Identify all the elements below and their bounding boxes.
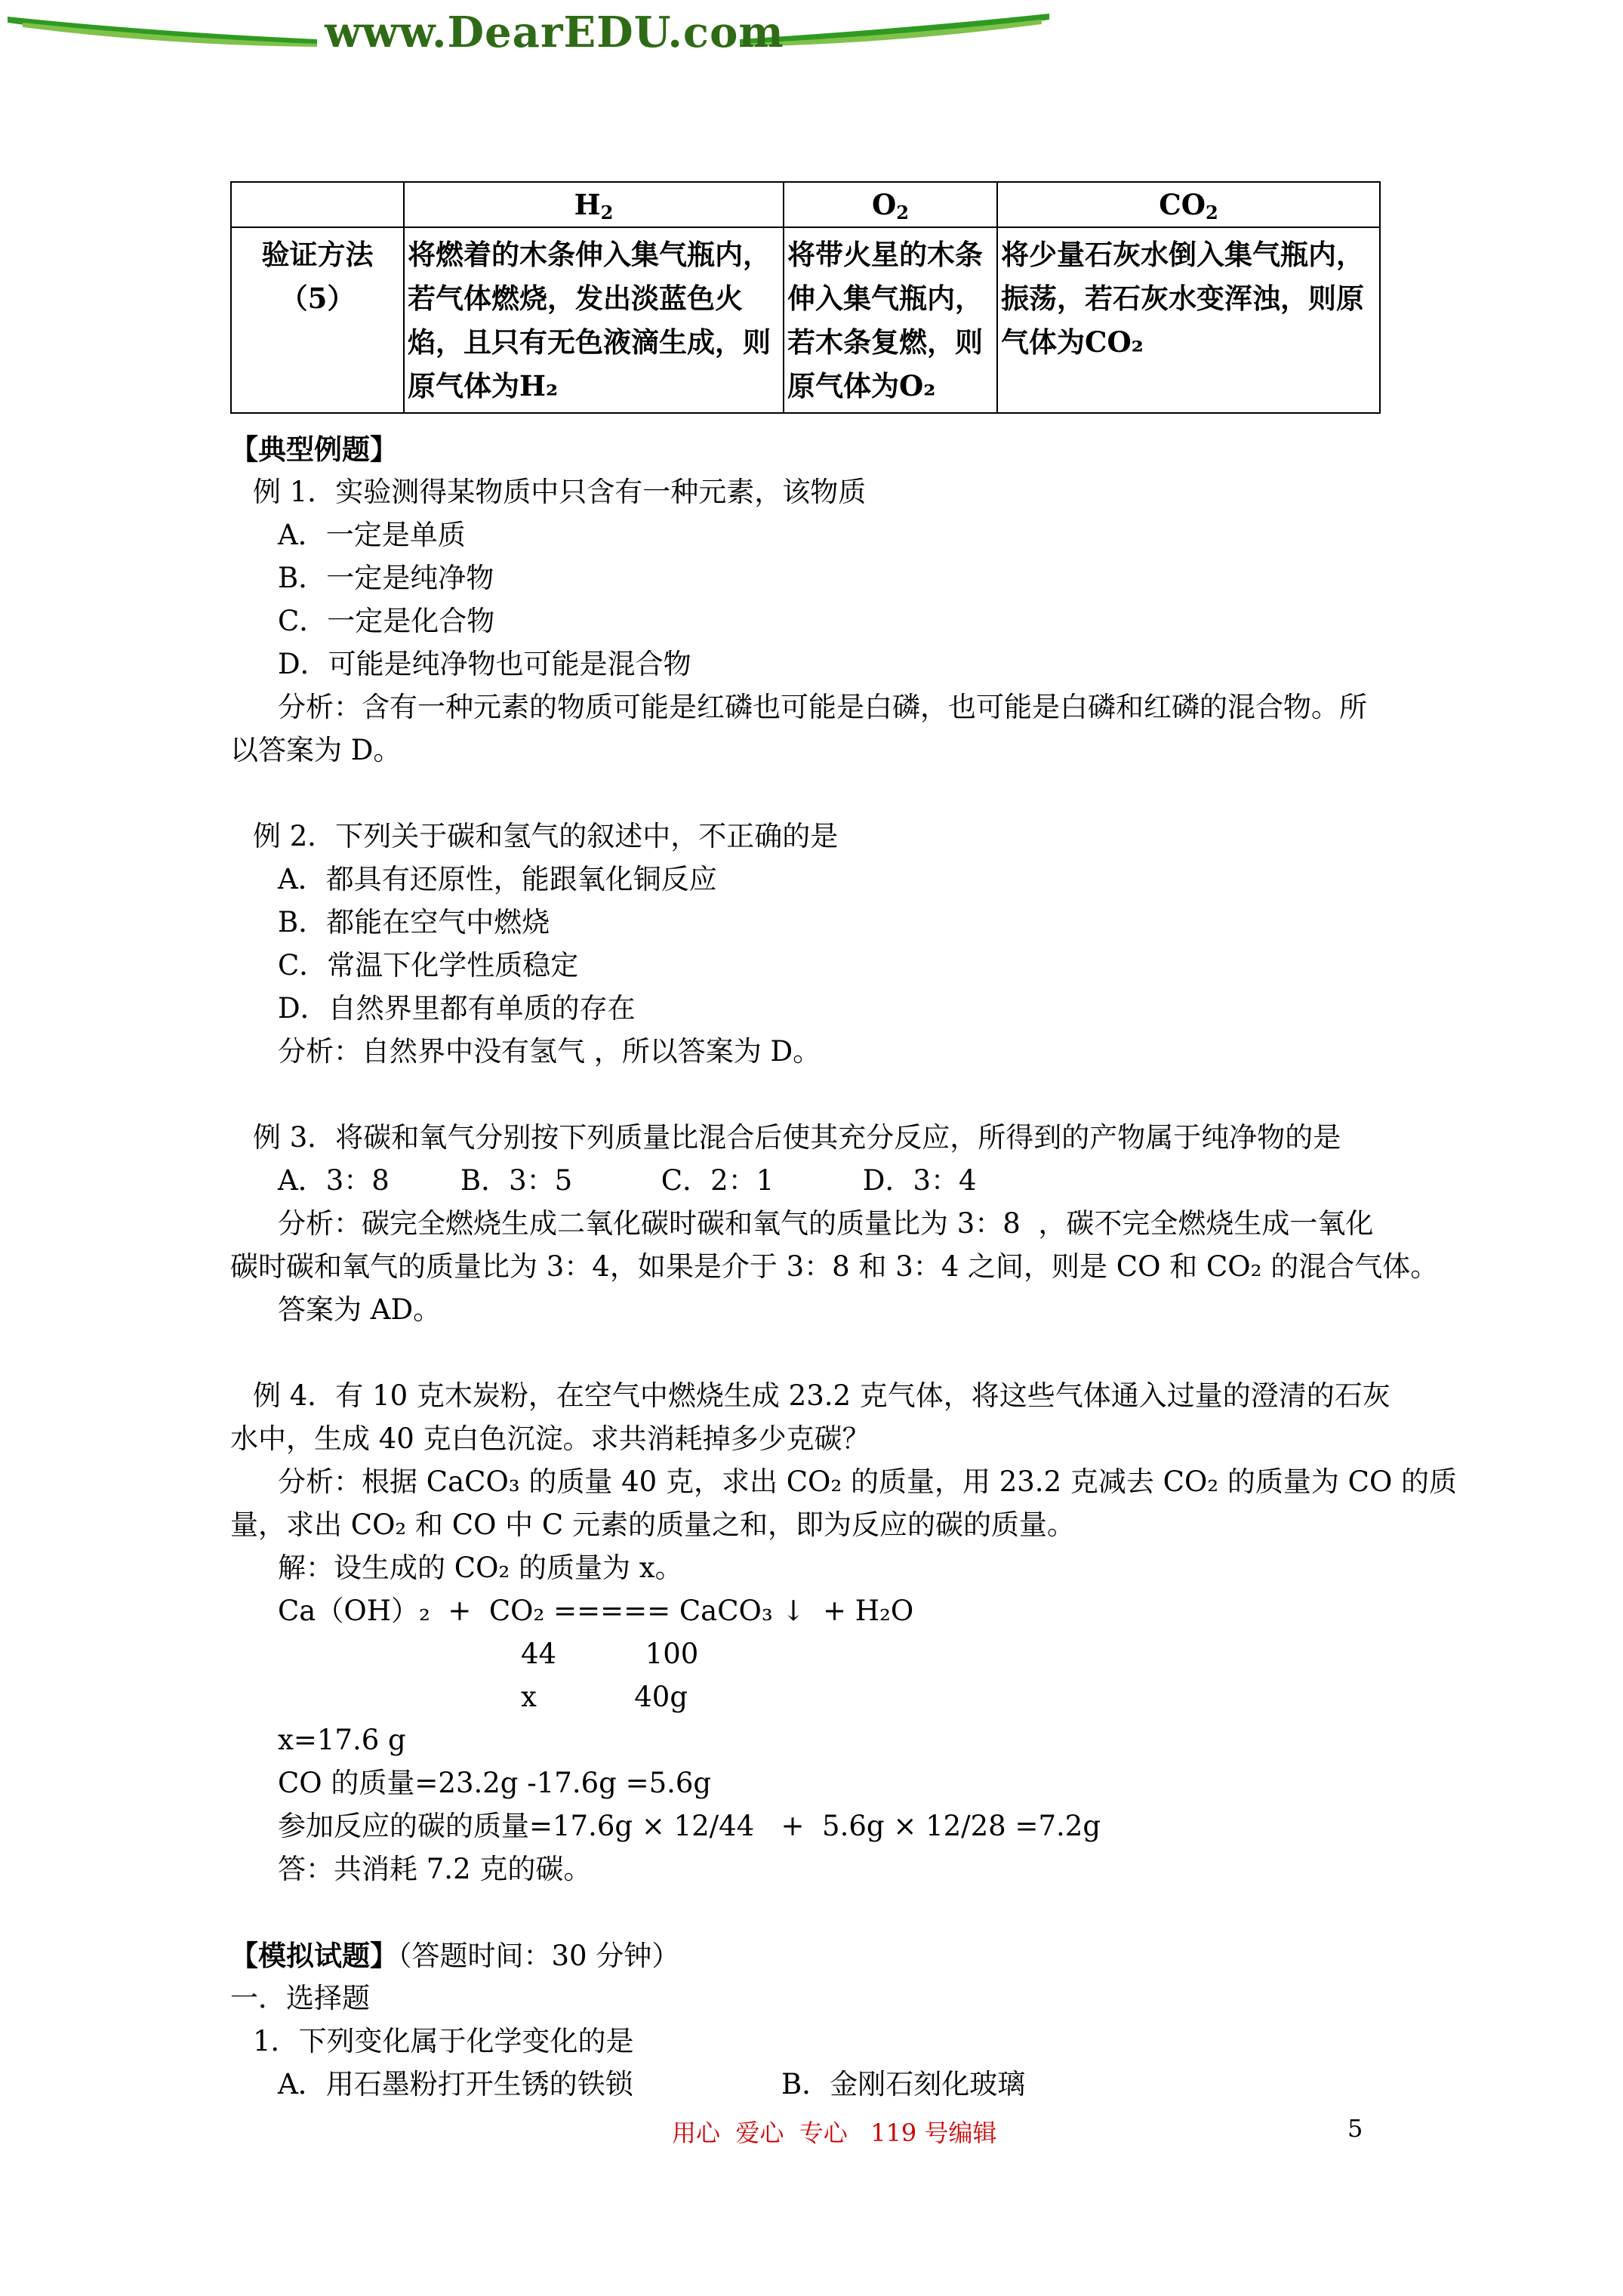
row-label-line2: （5） — [279, 282, 356, 315]
example4-solution: 解：设生成的 CO₂ 的质量为 x。 — [278, 1552, 683, 1584]
row-label — [231, 227, 404, 413]
example4-answer: 答：共消耗 7.2 克的碳。 — [278, 1853, 592, 1885]
table-row — [231, 227, 1380, 413]
example3-question: 例 3．将碳和氧气分别按下列质量比混合后使其充分反应，所得到的产物属于纯净物的是 — [253, 1121, 1341, 1154]
equation-variable-row: x 40g — [521, 1681, 688, 1713]
question1-option-b: B．金刚石刻化玻璃 — [781, 2068, 1026, 2100]
example1-option-a: A．一定是单质 — [278, 519, 466, 551]
question1-option-a: A．用石墨粉打开生锈的铁锁 — [278, 2068, 633, 2100]
co-mass-calc: CO 的质量=23.2g -17.6g =5.6g — [278, 1767, 712, 1799]
example1-option-d: D．可能是纯净物也可能是混合物 — [278, 648, 691, 680]
table-header-empty — [231, 182, 404, 227]
example2-option-a: A．都具有还原性，能跟氧化铜反应 — [278, 863, 717, 895]
table-header-o2: $O_2$ — [784, 182, 997, 227]
table-header-row — [231, 182, 1380, 227]
example2-question: 例 2．下列关于碳和氢气的叙述中，不正确的是 — [253, 820, 839, 852]
chemical-equation: Ca（OH）₂ + CO₂ ===== CaCO₃ ↓ + H₂O — [278, 1595, 914, 1627]
example1-analysis: 分析：含有一种元素的物质可能是红磷也可能是白磷，也可能是白磷和红磷的混合物。所 — [278, 691, 1367, 723]
logo-text: www.DearEDU.com — [325, 8, 784, 57]
example1-option-b: B．一定是纯净物 — [278, 562, 494, 594]
example3-options: A．3：8 B．3：5 C．2：1 D．3：4 — [278, 1164, 977, 1197]
carbon-mass-calc: 参加反应的碳的质量=17.6g × 12/44 + 5.6g × 12/28 =7.2g — [278, 1810, 1101, 1842]
table-header-h2: $H_2$ — [404, 182, 784, 227]
section-heading-examples: 【典型例题】 — [230, 433, 398, 466]
example4-analysis: 分析：根据 CaCO₃ 的质量 40 克，求出 CO₂ 的质量，用 23.2 克减去 CO₂ 的质量为 CO 的质 — [278, 1465, 1458, 1498]
cell-o2-method: 将带火星的木条伸入集气瓶内，若木条复燃，则原气体为O₂ — [784, 227, 997, 413]
row-label-line1: 验证方法 — [261, 238, 374, 271]
equation-mass-row: 44 100 — [521, 1638, 699, 1670]
site-logo — [0, 0, 1057, 68]
cell-h2-method: 将燃着的木条伸入集气瓶内，若气体燃烧，发出淡蓝色火焰，且只有无色液滴生成，则原气体为H₂ — [404, 227, 784, 413]
x-result: x=17.6 g — [278, 1724, 406, 1756]
example2-option-c: C．常温下化学性质稳定 — [278, 949, 579, 982]
section-heading-simulation — [230, 1934, 679, 1977]
simulation-title: 【模拟试题】 — [230, 1939, 398, 1972]
cell-co2-method: 将少量石灰水倒入集气瓶内，振荡，若石灰水变浑浊，则原气体为CO₂ — [997, 227, 1380, 413]
example2-option-b: B．都能在空气中燃烧 — [278, 906, 550, 938]
example2-analysis: 分析：自然界中没有氢气 ，所以答案为 D。 — [278, 1035, 821, 1068]
question1-text: 1．下列变化属于化学变化的是 — [253, 2025, 634, 2057]
example3-analysis: 分析：碳完全燃烧生成二氧化碳时碳和氧气的质量比为 3：8 ，碳不完全燃烧生成一氧化 — [278, 1207, 1374, 1240]
simulation-time: （答题时间：30 分钟） — [398, 1940, 680, 1972]
example1-option-c: C．一定是化合物 — [278, 605, 495, 637]
part-one-heading: 一．选择题 — [230, 1982, 370, 2014]
example1-analysis-cont: 以答案为 D。 — [230, 734, 402, 766]
example4-question-cont: 水中，生成 40 克白色沉淀。求共消耗掉多少克碳？ — [230, 1422, 870, 1455]
example3-analysis-cont: 碳时碳和氧气的质量比为 3：4，如果是介于 3：8 和 3：4 之间，则是 CO 和 CO₂ 的混合气体。 — [230, 1250, 1439, 1283]
example1-question: 例 1．实验测得某物质中只含有一种元素，该物质 — [253, 476, 867, 508]
page-number: 5 — [1347, 2114, 1363, 2143]
example4-analysis-cont: 量，求出 CO₂ 和 CO 中 C 元素的质量之和，即为反应的碳的质量。 — [230, 1509, 1075, 1541]
example3-answer: 答案为 AD。 — [278, 1293, 442, 1326]
table-header-co2: $CO_2$ — [997, 182, 1380, 227]
gas-verification-table — [230, 181, 1381, 414]
footer-text: 用心 爱心 专心 119 号编辑 — [672, 2119, 997, 2147]
example2-option-d: D．自然界里都有单质的存在 — [278, 992, 636, 1025]
example4-question: 例 4．有 10 克木炭粉，在空气中燃烧生成 23.2 克气体，将这些气体通入过量的澄清的石灰 — [253, 1379, 1390, 1412]
